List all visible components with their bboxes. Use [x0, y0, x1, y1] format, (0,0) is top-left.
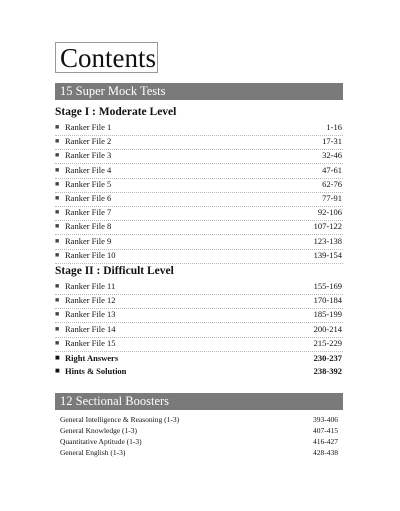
entry-pages: 393-406 [313, 415, 338, 424]
entry-label: Ranker File 3 [65, 150, 112, 161]
entry-pages: 77-91 [322, 193, 342, 203]
toc-entry [55, 149, 343, 164]
boosters-header: 12 Sectional Boosters [55, 393, 343, 410]
bullet-icon: ■ [55, 338, 60, 347]
entry-pages: 155-169 [313, 281, 342, 291]
bullet-icon: ■ [55, 236, 60, 245]
bullet-icon: ■ [55, 296, 60, 305]
entry-label: Ranker File 13 [65, 309, 116, 320]
booster-entry [60, 447, 340, 458]
entry-label: General English (1-3) [60, 448, 126, 457]
booster-entry [60, 414, 340, 425]
entry-pages: 107-122 [313, 221, 342, 232]
toc-entry [55, 220, 343, 235]
bullet-icon: ■ [55, 282, 60, 290]
entry-pages: 47-61 [322, 164, 342, 175]
toc-entry [55, 135, 343, 150]
entry-pages: 416-427 [313, 437, 338, 446]
entry-pages: 17-31 [322, 136, 342, 147]
entry-label: Ranker File 6 [65, 193, 112, 203]
booster-entry [60, 425, 340, 436]
entry-label: Ranker File 12 [65, 295, 116, 306]
entry-label: General Knowledge (1-3) [60, 426, 138, 435]
entry-pages: 92-106 [317, 207, 342, 218]
page-title: Contents [55, 42, 158, 73]
toc-entry [55, 206, 343, 221]
toc-entry [55, 323, 343, 338]
entry-label: Hints & Solution [65, 366, 127, 376]
bullet-icon: ■ [55, 165, 60, 174]
entry-label: Ranker File 1 [65, 122, 112, 132]
entry-label: Ranker File 4 [65, 164, 112, 175]
entry-pages: 428-438 [313, 448, 338, 457]
stage1-heading: Stage I : Moderate Level [55, 106, 177, 118]
bullet-icon: ■ [55, 222, 60, 231]
entry-label: Right Answers [65, 353, 119, 363]
toc-extra-entry [55, 352, 343, 366]
entry-pages: 139-154 [313, 249, 342, 260]
bullet-icon: ■ [55, 353, 60, 362]
toc-entry [55, 164, 343, 179]
toc-extra-entry [55, 365, 343, 379]
toc-entry [55, 235, 343, 250]
toc-entry [55, 337, 343, 352]
entry-pages: 230-237 [313, 353, 342, 363]
entry-label: Ranker File 7 [65, 207, 112, 218]
toc-entry [55, 280, 343, 295]
toc-entry [55, 294, 343, 309]
toc-entry [55, 249, 343, 264]
entry-pages: 32-46 [322, 150, 342, 161]
entry-label: Ranker File 8 [65, 221, 112, 232]
entry-pages: 1-16 [326, 122, 342, 132]
entry-pages: 407-415 [313, 426, 338, 435]
bullet-icon: ■ [55, 366, 60, 375]
bullet-icon: ■ [55, 324, 60, 333]
entry-label: Quantitative Aptitude (1-3) [60, 437, 142, 446]
entry-label: Ranker File 5 [65, 178, 112, 189]
stage2-heading: Stage II : Difficult Level [55, 265, 174, 277]
bullet-icon: ■ [55, 194, 60, 202]
booster-entry [60, 436, 340, 447]
toc-entry [55, 121, 343, 136]
entry-pages: 62-76 [322, 178, 342, 189]
entry-pages: 123-138 [313, 235, 342, 246]
entry-pages: 200-214 [313, 323, 342, 334]
mock-tests-header: 15 Super Mock Tests [55, 83, 343, 100]
entry-label: Ranker File 2 [65, 136, 112, 147]
bullet-icon: ■ [55, 310, 60, 319]
entry-label: Ranker File 14 [65, 323, 116, 334]
entry-label: Ranker File 11 [65, 281, 116, 291]
toc-entry [55, 178, 343, 193]
entry-pages: 170-184 [313, 295, 342, 306]
entry-label: General Intelligence & Reasoning (1-3) [60, 415, 180, 424]
entry-pages: 238-392 [313, 366, 342, 376]
bullet-icon: ■ [55, 151, 60, 160]
bullet-icon: ■ [55, 250, 60, 259]
toc-entry [55, 192, 343, 207]
entry-pages: 215-229 [313, 337, 342, 348]
bullet-icon: ■ [55, 123, 60, 131]
entry-pages: 185-199 [313, 309, 342, 320]
bullet-icon: ■ [55, 137, 60, 146]
bullet-icon: ■ [55, 208, 60, 217]
bullet-icon: ■ [55, 179, 60, 188]
toc-entry [55, 308, 343, 323]
entry-label: Ranker File 10 [65, 249, 116, 260]
entry-label: Ranker File 9 [65, 235, 112, 246]
entry-label: Ranker File 15 [65, 337, 116, 348]
